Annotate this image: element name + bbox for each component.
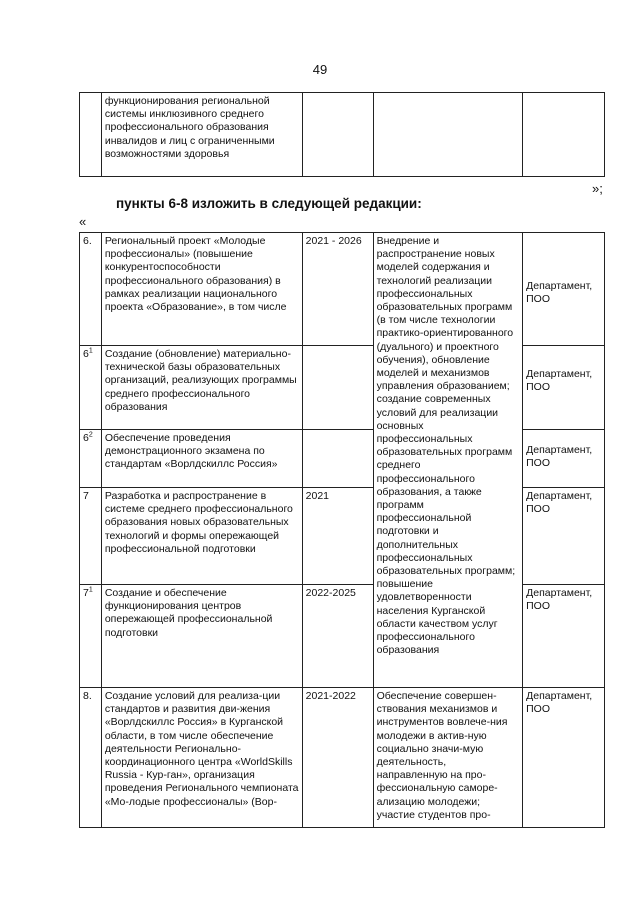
responsible: Департамент, ПОО <box>523 430 605 488</box>
event-name: Региональный проект «Молодые профессионалы» (повышение конкурентоспособности профессионального образования) в рамках реализации национального проекта «Образование», в том числе <box>101 233 302 346</box>
responsible: Департамент, ПОО <box>523 585 605 688</box>
table-row <box>80 688 605 828</box>
table-row <box>80 488 605 585</box>
period <box>302 346 373 430</box>
period: 2021 - 2026 <box>302 233 373 346</box>
amendment-heading: пункты 6-8 изложить в следующей редакции: <box>116 196 422 211</box>
row-number: $6^1$ <box>80 346 102 430</box>
event-name: Создание (обновление) материально-технической базы образовательных организаций, реализующих программы среднего профессионального образования <box>101 346 302 430</box>
row-number: 6. <box>80 233 102 346</box>
row-number: $7^1$ <box>80 585 102 688</box>
period: 2022-2025 <box>302 585 373 688</box>
table-row <box>80 93 605 177</box>
table-row <box>80 430 605 488</box>
row-number: $6^2$ <box>80 430 102 488</box>
table-cell <box>302 93 373 177</box>
previous-table-fragment <box>79 92 605 177</box>
event-name: Создание условий для реализа-ции стандартов и развития дви-жения «Ворлдскиллс Россия» в Курганской области, в том числе обеспечение деятельности Регионально-координационного центра «WorldSkills Russia - Кур-ган», организация проведения Регионального чемпионата «Мо-лодые профессионалы» (Вор- <box>101 688 302 828</box>
period: 2021 <box>302 488 373 585</box>
expected-result: Внедрение и распространение новых моделей содержания и технологий реализации профессиональных образовательных программ (в том числе технологии практико-ориентированного (дуального) и проектного обучения), обновление моделей и механизмов управления образованием; создание современных условий для реализации основных профессиональных образовательных программ среднего профессионального образования, а также программ профессиональной подготовки и дополнительных профессиональных образовательных программ; повышение удовлетворенности населения Курганской области качеством услуг профессионального образования <box>373 233 523 688</box>
main-table <box>79 232 605 828</box>
table-cell <box>80 93 102 177</box>
closing-quote: »; <box>592 181 603 196</box>
responsible: Департамент, ПОО <box>523 488 605 585</box>
table-row <box>80 233 605 346</box>
period <box>302 430 373 488</box>
table-row <box>80 585 605 688</box>
event-name: Создание и обеспечение функционирования центров опережающей профессиональной подготовки <box>101 585 302 688</box>
table-cell: функционирования региональной системы инклюзивного среднего профессионального образования инвалидов и лиц с ограниченными возможностями здоровья <box>101 93 302 177</box>
expected-result: Обеспечение совершен-ствования механизмов и инструментов вовлече-ния молодежи в актив-ную социально значи-мую деятельность, направленную на про-фессиональную саморе-ализацию молодежи; участие студентов про- <box>373 688 523 828</box>
row-number: 8. <box>80 688 102 828</box>
page-number: 49 <box>312 62 328 77</box>
period: 2021-2022 <box>302 688 373 828</box>
row-number: 7 <box>80 488 102 585</box>
table-cell <box>373 93 523 177</box>
table-cell <box>523 93 605 177</box>
event-name: Обеспечение проведения демонстрационного экзамена по стандартам «Ворлдскиллс Россия» <box>101 430 302 488</box>
responsible: Департамент, ПОО <box>523 688 605 828</box>
table-row <box>80 346 605 430</box>
opening-quote: « <box>79 214 87 229</box>
responsible: Департамент, ПОО <box>523 233 605 346</box>
event-name: Разработка и распространение в системе среднего профессионального образования новых образовательных технологий и формы опережающей профессиональной подготовки <box>101 488 302 585</box>
responsible: Департамент, ПОО <box>523 346 605 430</box>
